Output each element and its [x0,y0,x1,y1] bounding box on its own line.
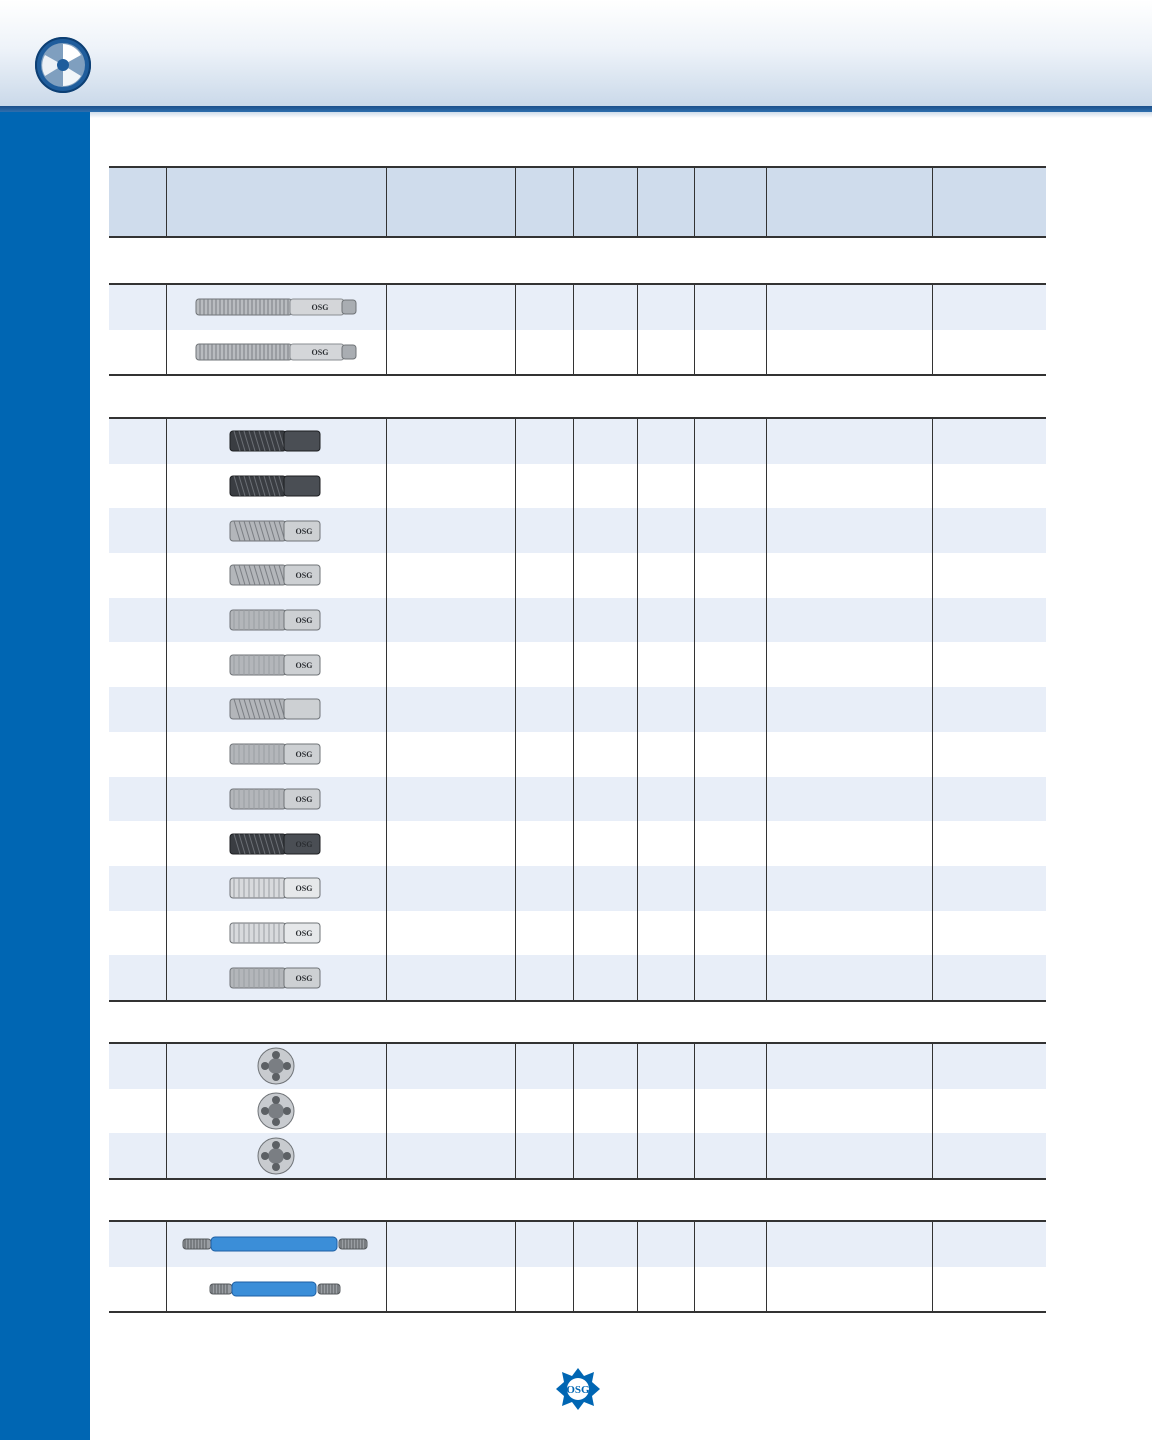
gear-badge-icon [34,36,92,94]
section-bottom-rule [109,1178,1046,1180]
table-cell [766,330,932,375]
column-header [515,168,573,236]
table-cell [109,553,166,598]
product-image-cell [166,911,386,956]
table-cell [515,866,573,911]
product-image-cell [166,1089,386,1134]
table-cell [573,419,637,464]
table-cell [694,508,766,553]
table-row [109,419,1046,464]
product-image-cell [166,687,386,732]
product-section-table [109,1044,1046,1178]
section-bottom-rule [109,1311,1046,1313]
tool-brand-label: OSG [295,973,313,983]
table-cell [637,732,694,777]
table-cell [386,687,515,732]
table-cell [766,1089,932,1134]
table-cell [573,642,637,687]
table-cell [386,553,515,598]
section-bottom-rule [109,1000,1046,1002]
table-row [109,866,1046,911]
table-cell [694,866,766,911]
table-cell [386,866,515,911]
product-image-cell [166,955,386,1000]
table-row [109,285,1046,330]
table-cell [766,598,932,643]
table-cell [573,1222,637,1267]
product-image-cell [166,1267,386,1312]
table-cell [109,419,166,464]
table-cell [637,1089,694,1134]
table-cell [694,285,766,330]
table-cell [109,1089,166,1134]
table-row [109,642,1046,687]
table-cell [515,821,573,866]
table-cell [109,732,166,777]
product-image-cell [166,508,386,553]
table-cell [573,1089,637,1134]
table-cell [694,598,766,643]
long-tap-image [192,339,360,365]
pipe-tap-image [228,964,324,992]
table-cell [386,1222,515,1267]
table-cell [515,955,573,1000]
table-cell [637,553,694,598]
table-cell [932,285,1046,330]
tool-brand-label: OSG [295,839,313,849]
table-cell [515,508,573,553]
table-cell [637,598,694,643]
table-cell [694,687,766,732]
table-cell [932,1222,1046,1267]
tool-brand-label: OSG [295,660,313,670]
product-image-cell [166,598,386,643]
column-header [166,168,386,236]
table-cell [109,1044,166,1089]
tool-brand-label: OSG [295,928,313,938]
table-cell [637,1267,694,1312]
table-row [109,330,1046,375]
table-cell [766,866,932,911]
column-header [766,168,932,236]
table-cell [573,1044,637,1089]
table-cell [694,1222,766,1267]
table-cell [109,330,166,375]
table-cell [515,1089,573,1134]
table-cell [766,285,932,330]
table-cell [386,642,515,687]
table-cell [637,777,694,822]
round-die-image [256,1136,296,1176]
table-cell [515,687,573,732]
table-cell [573,330,637,375]
table-cell [515,285,573,330]
table-cell [932,1133,1046,1178]
table-cell [109,911,166,956]
table-cell [766,1133,932,1178]
table-cell [694,1089,766,1134]
table-row [109,821,1046,866]
spiral-pipe-tap-image [228,561,324,589]
table-cell [386,1133,515,1178]
table-row [109,1089,1046,1134]
table-row [109,553,1046,598]
table-cell [109,955,166,1000]
table-cell [766,955,932,1000]
table-cell [515,777,573,822]
pipe-tap-light-image [228,874,324,902]
table-cell [766,1222,932,1267]
spiral-pipe-tap-black-image [228,427,324,455]
table-cell [694,1044,766,1089]
table-header [109,166,1046,238]
tool-brand-label: OSG [295,884,313,894]
table-cell [573,955,637,1000]
table-cell [932,508,1046,553]
tool-brand-label: OSG [295,526,313,536]
table-cell [386,285,515,330]
table-row [109,598,1046,643]
table-cell [637,955,694,1000]
table-cell [932,464,1046,509]
table-cell [694,1267,766,1312]
table-cell [386,598,515,643]
page-header [0,0,1152,108]
table-cell [573,777,637,822]
tool-brand-label: OSG [295,616,313,626]
table-row [109,777,1046,822]
table-cell [932,777,1046,822]
table-cell [573,1267,637,1312]
product-image-cell [166,866,386,911]
table-cell [637,419,694,464]
table-cell [109,687,166,732]
table-cell [694,464,766,509]
table-cell [386,1044,515,1089]
table-cell [637,508,694,553]
table-cell [766,777,932,822]
table-cell [515,598,573,643]
table-cell [573,598,637,643]
table-cell [573,1133,637,1178]
thread-plug-gauge-long-image [181,1233,371,1255]
table-cell [766,821,932,866]
straight-pipe-tap-image [228,695,324,723]
table-row [109,464,1046,509]
table-cell [109,464,166,509]
table-cell [386,419,515,464]
product-image-cell [166,464,386,509]
table-cell [932,687,1046,732]
table-cell [386,911,515,956]
pipe-tap-image [228,606,324,634]
tool-brand-label: OSG [295,571,313,581]
table-cell [109,821,166,866]
table-row [109,732,1046,777]
table-cell [573,687,637,732]
table-cell [515,553,573,598]
table-cell [109,598,166,643]
table-cell [932,598,1046,643]
thread-plug-gauge-short-image [208,1276,344,1302]
table-row [109,687,1046,732]
table-cell [515,1044,573,1089]
table-cell [109,508,166,553]
table-cell [515,419,573,464]
table-cell [109,777,166,822]
product-image-cell [166,1133,386,1178]
table-cell [573,285,637,330]
table-cell [637,1044,694,1089]
product-image-cell [166,642,386,687]
long-tap-image [192,294,360,320]
table-cell [637,464,694,509]
column-header [386,168,515,236]
table-cell [932,1089,1046,1134]
table-cell [932,553,1046,598]
column-header [694,168,766,236]
table-cell [694,553,766,598]
pipe-tap-image [228,740,324,768]
pipe-tap-image [228,651,324,679]
table-cell [386,330,515,375]
table-cell [766,508,932,553]
table-cell [694,732,766,777]
tool-brand-label: OSG [311,348,329,358]
table-row [109,1267,1046,1312]
table-cell [637,866,694,911]
table-cell [573,821,637,866]
table-cell [766,687,932,732]
round-die-image [256,1091,296,1131]
pipe-tap-image [228,785,324,813]
table-cell [386,508,515,553]
sidebar-band [0,112,90,1440]
table-cell [694,911,766,956]
spiral-pipe-tap-black-image [228,830,324,858]
product-section-table [109,1222,1046,1311]
table-row [109,1044,1046,1089]
table-cell [932,642,1046,687]
osg-logo-icon [556,1368,600,1410]
table-cell [932,821,1046,866]
table-cell [766,419,932,464]
table-cell [766,911,932,956]
table-cell [932,330,1046,375]
table-cell [637,1222,694,1267]
table-cell [766,1044,932,1089]
product-section-table [109,285,1046,374]
table-cell [766,732,932,777]
table-cell [766,553,932,598]
pipe-tap-light-image [228,919,324,947]
table-row [109,911,1046,956]
table-cell [932,955,1046,1000]
table-cell [109,1267,166,1312]
table-cell [109,1222,166,1267]
table-cell [637,642,694,687]
table-cell [932,1267,1046,1312]
table-cell [386,1267,515,1312]
tool-brand-label: OSG [311,303,329,313]
table-cell [766,642,932,687]
osg-logo-text: OSG [566,1384,590,1396]
tool-brand-label: OSG [295,750,313,760]
header-shadow [90,112,1152,118]
table-cell [515,642,573,687]
table-cell [515,911,573,956]
table-cell [515,330,573,375]
product-image-cell [166,732,386,777]
product-image-cell [166,285,386,330]
table-cell [694,955,766,1000]
table-cell [932,911,1046,956]
spiral-pipe-tap-image [228,517,324,545]
product-image-cell [166,553,386,598]
table-row [109,1222,1046,1267]
column-header [637,168,694,236]
table-cell [386,955,515,1000]
table-cell [694,642,766,687]
table-cell [932,419,1046,464]
table-cell [109,1133,166,1178]
product-image-cell [166,777,386,822]
table-cell [573,866,637,911]
round-die-image [256,1046,296,1086]
table-cell [637,330,694,375]
table-cell [766,1267,932,1312]
table-cell [515,464,573,509]
product-image-cell [166,1044,386,1089]
table-cell [694,777,766,822]
table-cell [766,464,932,509]
table-cell [109,642,166,687]
table-cell [386,1089,515,1134]
table-cell [573,553,637,598]
table-cell [637,1133,694,1178]
product-image-cell [166,330,386,375]
column-header [109,168,166,236]
table-row [109,1133,1046,1178]
table-row [109,508,1046,553]
column-header [573,168,637,236]
section-bottom-rule [109,374,1046,376]
table-cell [515,1133,573,1178]
table-cell [573,508,637,553]
table-cell [694,419,766,464]
table-cell [637,687,694,732]
product-image-cell [166,419,386,464]
table-cell [932,732,1046,777]
table-cell [573,911,637,956]
table-cell [386,777,515,822]
table-cell [637,285,694,330]
table-cell [109,285,166,330]
table-cell [932,1044,1046,1089]
table-cell [515,1222,573,1267]
table-cell [637,821,694,866]
table-cell [109,866,166,911]
product-section-table [109,419,1046,1000]
table-cell [386,464,515,509]
product-image-cell [166,821,386,866]
table-cell [515,732,573,777]
table-cell [694,330,766,375]
product-image-cell [166,1222,386,1267]
table-cell [573,732,637,777]
table-cell [386,732,515,777]
spiral-pipe-tap-black-image [228,472,324,500]
table-cell [932,866,1046,911]
table-row [109,955,1046,1000]
column-header [932,168,1046,236]
table-cell [573,464,637,509]
table-cell [515,1267,573,1312]
table-cell [637,911,694,956]
table-cell [386,821,515,866]
tool-brand-label: OSG [295,794,313,804]
table-cell [694,821,766,866]
table-cell [694,1133,766,1178]
